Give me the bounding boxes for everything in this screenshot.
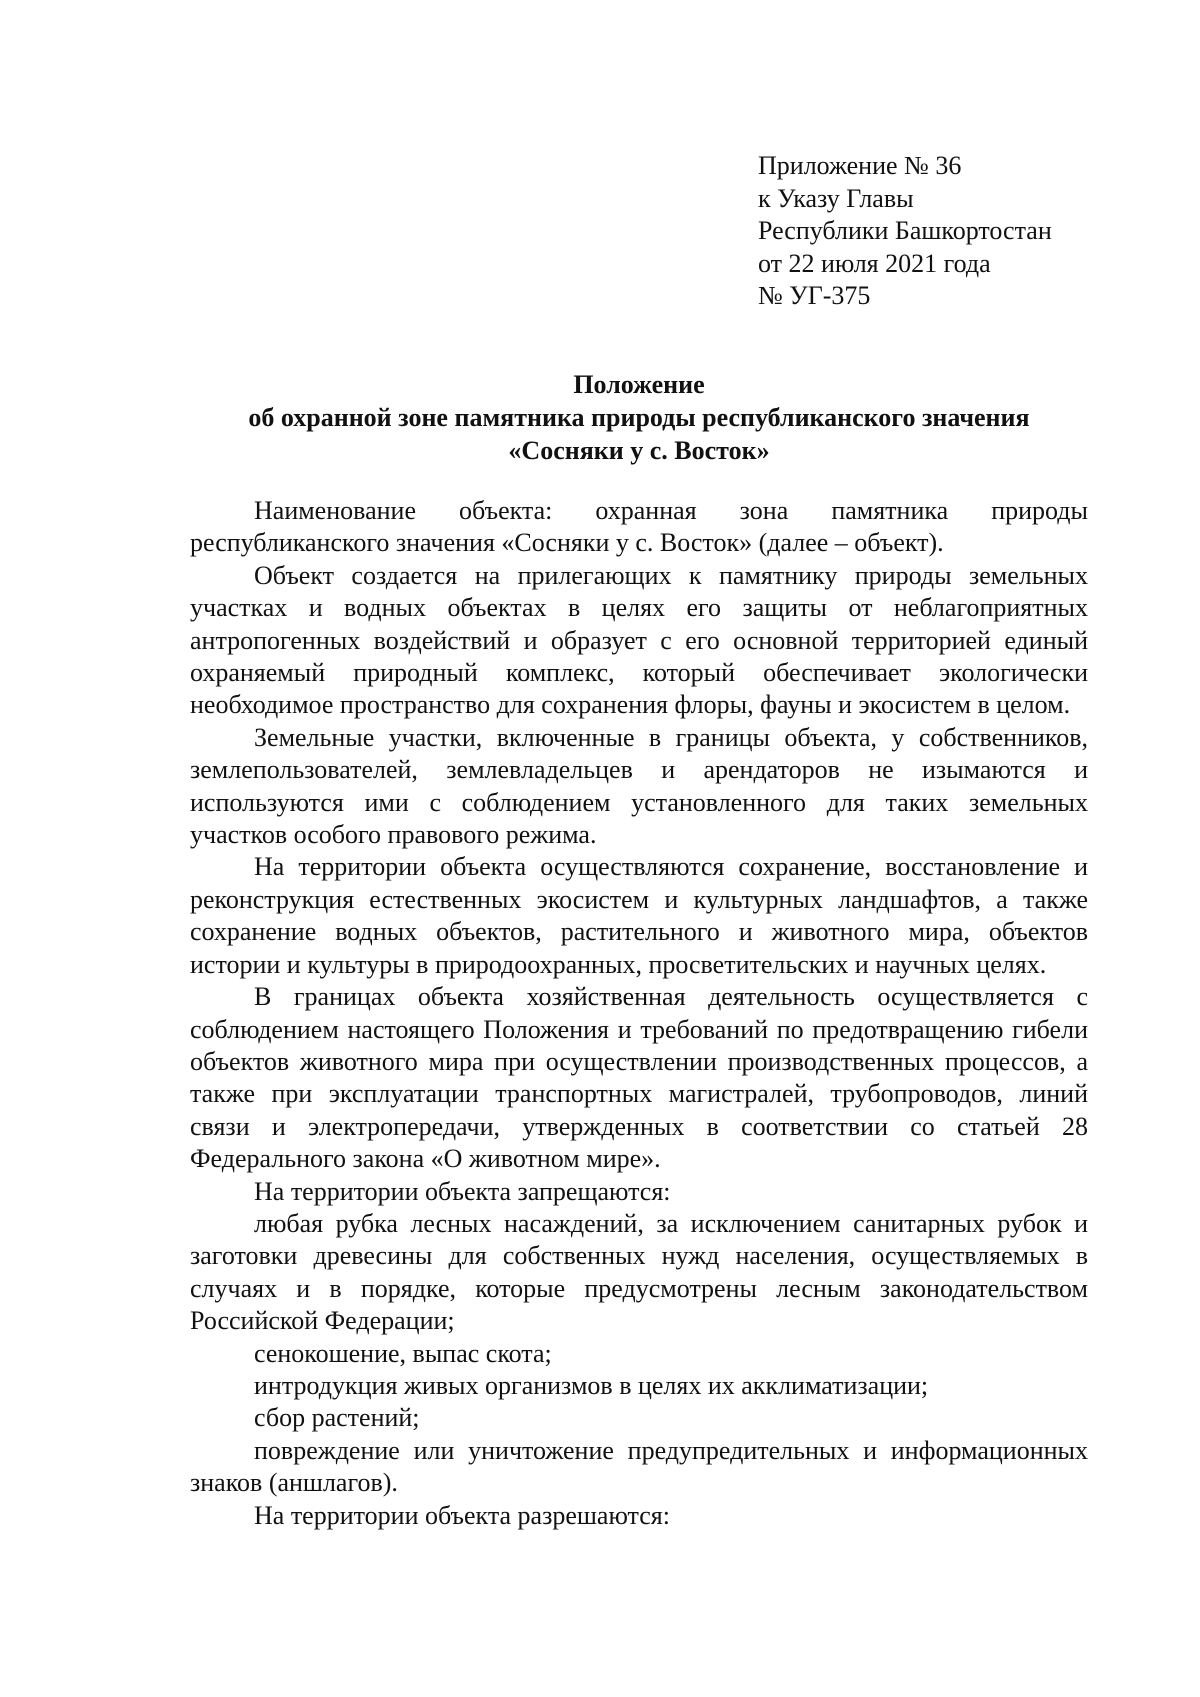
paragraph-object-purpose: Объект создается на прилегающих к памятнику природы земельных участках и водных объектах в целях его защиты от неблагоприятных антропогенных воздействий и образует с его основной территорией единый охраняемый природный комплекс, который обеспечивает экологически необходимое пространство для сохранения флоры, фауны и экосистем в целом. xyxy=(190,560,1088,720)
title-line-1: Положение xyxy=(573,370,705,399)
appendix-number: Приложение № 36 xyxy=(758,151,962,180)
appendix-decree-ref: к Указу Главы xyxy=(758,183,914,213)
paragraph-permitted-heading: На территории объекта разрешаются: xyxy=(254,1500,670,1530)
paragraph-conservation: На территории объекта осуществляются сохранение, восстановление и реконструкция естественных экосистем и культурных ландшафтов, а также сохранение водных объектов, растительного и животного мира, объектов истории и культуры в природоохранных, просветительских и научных целях. xyxy=(190,852,1088,979)
list-item-signs-damage: повреждение или уничтожение предупредительных и информационных знаков (аншлагов). xyxy=(190,1435,1088,1498)
appendix-header xyxy=(758,150,1052,313)
document-body xyxy=(190,495,1088,1532)
document-title xyxy=(190,368,1088,467)
paragraph-object-name: Наименование объекта: охранная зона памятника природы республиканского значения «Сосняки у с. Восток» (далее – объект). xyxy=(190,496,1088,558)
appendix-republic: Республики Башкортостан xyxy=(758,216,1052,245)
paragraph-prohibited-heading: На территории объекта запрещаются: xyxy=(254,1176,671,1206)
appendix-date: от 22 июля 2021 года xyxy=(758,248,991,278)
title-line-3: «Сосняки у с. Восток» xyxy=(508,436,770,465)
list-item-plant-collection: сбор растений; xyxy=(254,1403,420,1433)
paragraph-land-plots: Земельные участки, включенные в границы объекта, у собственников, землепользователей, землевладельцев и арендаторов не изымаются и используются ими с соблюдением установленного для таких земельных участков особого правового режима. xyxy=(190,722,1088,850)
paragraph-economic-activity: В границах объекта хозяйственная деятельность осуществляется с соблюдением настоящего Положения и требований по предотвращению гибели объектов животного мира при осуществлении производственных процессов, а также при эксплуатации транспортных магистралей, трубопроводов, линий связи и электропередачи, утвержденных в соответствии со статьей 28 Федерального закона «О животном мире». xyxy=(190,982,1088,1174)
list-item-logging: любая рубка лесных насаждений, за исключением санитарных рубок и заготовки древесины для собственных нужд населения, осуществляемых в случаях и в порядке, которые предусмотрены лесным законодательством Российской Федерации; xyxy=(190,1208,1088,1336)
appendix-decree-number: № УГ-375 xyxy=(758,281,871,310)
list-item-introduction: интродукция живых организмов в целях их акклиматизации; xyxy=(254,1370,929,1400)
title-line-2: об охранной зоне памятника природы республиканского значения xyxy=(248,403,1030,432)
list-item-haymaking: сенокошение, выпас скота; xyxy=(254,1338,552,1368)
